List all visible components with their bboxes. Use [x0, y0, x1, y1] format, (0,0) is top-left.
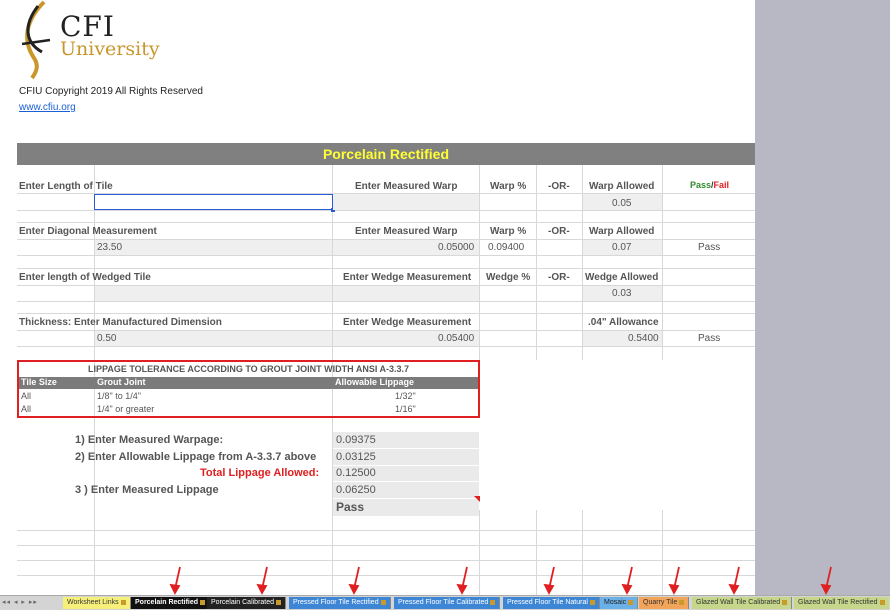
lippage-row1-allowable: 1/32" [395, 391, 416, 401]
logo-swoosh-icon [16, 0, 56, 80]
pass-fail-label [690, 180, 729, 190]
tab-label: Pressed Floor Tile Calibrated [398, 599, 489, 606]
tab-pressed-floor-natural[interactable] [503, 597, 600, 609]
warpage-label: 1) Enter Measured Warpage: [75, 434, 224, 446]
lippage-row1-size: All [21, 391, 32, 401]
lippage-row2-size: All [21, 404, 32, 414]
pass-word: Pass [690, 180, 712, 190]
diagonal-result: Pass [698, 242, 721, 253]
window-background [755, 0, 890, 595]
tab-label: Worksheet Links [67, 599, 119, 606]
wedge-pct-label: Wedge % [486, 272, 531, 283]
measured-warp-label-2: Enter Measured Warp [355, 226, 458, 237]
lock-icon [381, 600, 386, 605]
grid-line [17, 268, 755, 269]
wedged-label: Enter length of Wedged Tile [19, 272, 151, 283]
thickness-label: Thickness: Enter Manufactured Dimension [19, 317, 222, 328]
warp-pct-label-2: Warp % [490, 226, 527, 237]
allowable-value: 0.03125 [336, 451, 376, 463]
wedge-input-cell[interactable] [333, 286, 479, 301]
total-label: Total Lippage Allowed: [200, 467, 320, 479]
lock-icon [880, 600, 885, 605]
diagonal-allowed-value: 0.07 [612, 242, 632, 253]
tab-label: Porcelain Rectified [135, 599, 199, 606]
tab-label: Glazed Wall Tile Rectified [798, 599, 878, 606]
lippage-row1-joint: 1/8" to 1/4" [97, 391, 141, 401]
allowable-label: 2) Enter Allowable Lippage from A-3.3.7 above [75, 451, 317, 463]
lock-icon [590, 600, 595, 605]
grid-line [17, 313, 755, 314]
diagonal-label: Enter Diagonal Measurement [19, 226, 157, 237]
tab-porcelain-rectified[interactable] [131, 597, 210, 609]
slash-text: / [711, 180, 714, 190]
tab-quarry-tile[interactable] [639, 597, 689, 609]
tab-label: Porcelain Calibrated [211, 599, 275, 606]
lippage-result: Pass [336, 500, 365, 514]
grid-line [17, 560, 755, 561]
thickness-wedge-value: 0.05400 [438, 333, 475, 344]
tab-label: Glazed Wall Tile Calibrated [696, 599, 781, 606]
fail-word: Fail [713, 180, 730, 190]
tab-pressed-floor-rectified[interactable] [289, 597, 391, 609]
wedged-input-cell[interactable] [95, 286, 332, 301]
logo-cfi-text: CFI [60, 10, 115, 43]
copyright-text: CFIU Copyright 2019 All Rights Reserved [19, 86, 203, 97]
tab-pressed-floor-calibrated[interactable] [394, 597, 500, 609]
warpage-value: 0.09375 [336, 434, 376, 446]
wedge-allowed-value: 0.03 [612, 288, 632, 299]
lippage-header-tile-size: Tile Size [21, 377, 57, 387]
sheet-title: Porcelain Rectified [322, 146, 450, 162]
tab-label: Pressed Floor Tile Natural [507, 599, 588, 606]
lippage-header-grout-joint: Grout Joint [97, 377, 146, 387]
lippage-header-row [19, 377, 478, 389]
warp-allowed-label: Warp Allowed [589, 181, 655, 192]
length-input-cell[interactable] [94, 194, 333, 210]
tab-glazed-wall-rectified[interactable] [794, 597, 889, 609]
thickness-input-value: 0.50 [97, 333, 117, 344]
tab-arrows-overlay [0, 565, 890, 595]
wedge-measure-label: Enter Wedge Measurement [343, 272, 472, 283]
cfi-university-logo [16, 0, 176, 80]
total-value: 0.12500 [336, 467, 376, 479]
measured-warp-label: Enter Measured Warp [355, 181, 458, 192]
tab-label: Quarry Tile [643, 599, 678, 606]
or-label: -OR- [548, 181, 570, 192]
measured-label: 3 ) Enter Measured Lippage [75, 484, 219, 496]
website-link[interactable]: www.cfiu.org [19, 102, 76, 113]
lock-icon [490, 600, 495, 605]
allowance-value: 0.5400 [628, 333, 659, 344]
diagonal-pct-value: 0.09400 [488, 242, 525, 253]
lock-icon [276, 600, 281, 605]
tab-glazed-wall-calibrated[interactable] [692, 597, 792, 609]
grid-line [17, 346, 755, 347]
warp-input-cell[interactable] [333, 194, 479, 210]
lippage-title: LIPPAGE TOLERANCE ACCORDING TO GROUT JOINT WIDTH ANSI A-3.3.7 [87, 364, 410, 374]
grid-line [17, 255, 755, 256]
thickness-input-cell[interactable] [95, 331, 332, 346]
diagonal-input-cell[interactable] [95, 240, 332, 255]
logo-university-text: University [60, 38, 160, 60]
measured-value: 0.06250 [336, 484, 376, 496]
wedge-measure-label-2: Enter Wedge Measurement [343, 317, 472, 328]
or-label-2: -OR- [548, 226, 570, 237]
grid-line [17, 545, 755, 546]
lippage-row2-allowable: 1/16" [395, 404, 416, 414]
sheet-title-bar [17, 143, 755, 165]
grid-line [17, 222, 755, 223]
diagonal-input-value: 23.50 [97, 242, 123, 253]
tab-label: Pressed Floor Tile Rectified [293, 599, 379, 606]
comment-indicator-icon [474, 496, 480, 502]
warp-allowed-value: 0.05 [612, 198, 632, 209]
thickness-result: Pass [698, 333, 721, 344]
lock-icon [200, 600, 205, 605]
grid-line [17, 210, 755, 211]
warp-allowed-label-2: Warp Allowed [589, 226, 655, 237]
or-label-3: -OR- [548, 272, 570, 283]
lippage-row2-joint: 1/4" or greater [97, 404, 155, 414]
tab-worksheet-links[interactable] [63, 597, 131, 609]
lock-icon [628, 600, 633, 605]
lock-icon [121, 600, 126, 605]
tab-porcelain-calibrated[interactable] [207, 597, 286, 609]
wedge-allowed-label: Wedge Allowed [585, 272, 659, 283]
diagonal-warp-value: 0.05000 [438, 242, 475, 253]
lock-icon [782, 600, 787, 605]
lock-icon [679, 600, 684, 605]
sheet-tab-bar [0, 595, 890, 610]
tab-scroll-buttons[interactable]: ◂◂ ◂ ▸ ▸▸ [2, 599, 38, 606]
warp-pct-label: Warp % [490, 181, 527, 192]
lippage-tolerance-table [17, 360, 480, 418]
allowance-label: .04" Allowance [588, 317, 659, 328]
length-label: Enter Length of Tile [19, 181, 113, 192]
tab-label: Mosaic [604, 599, 627, 606]
grid-line [17, 301, 755, 302]
grid-line [17, 530, 755, 531]
lippage-header-allowable: Allowable Lippage [335, 377, 415, 387]
tab-mosaic[interactable] [600, 597, 638, 609]
